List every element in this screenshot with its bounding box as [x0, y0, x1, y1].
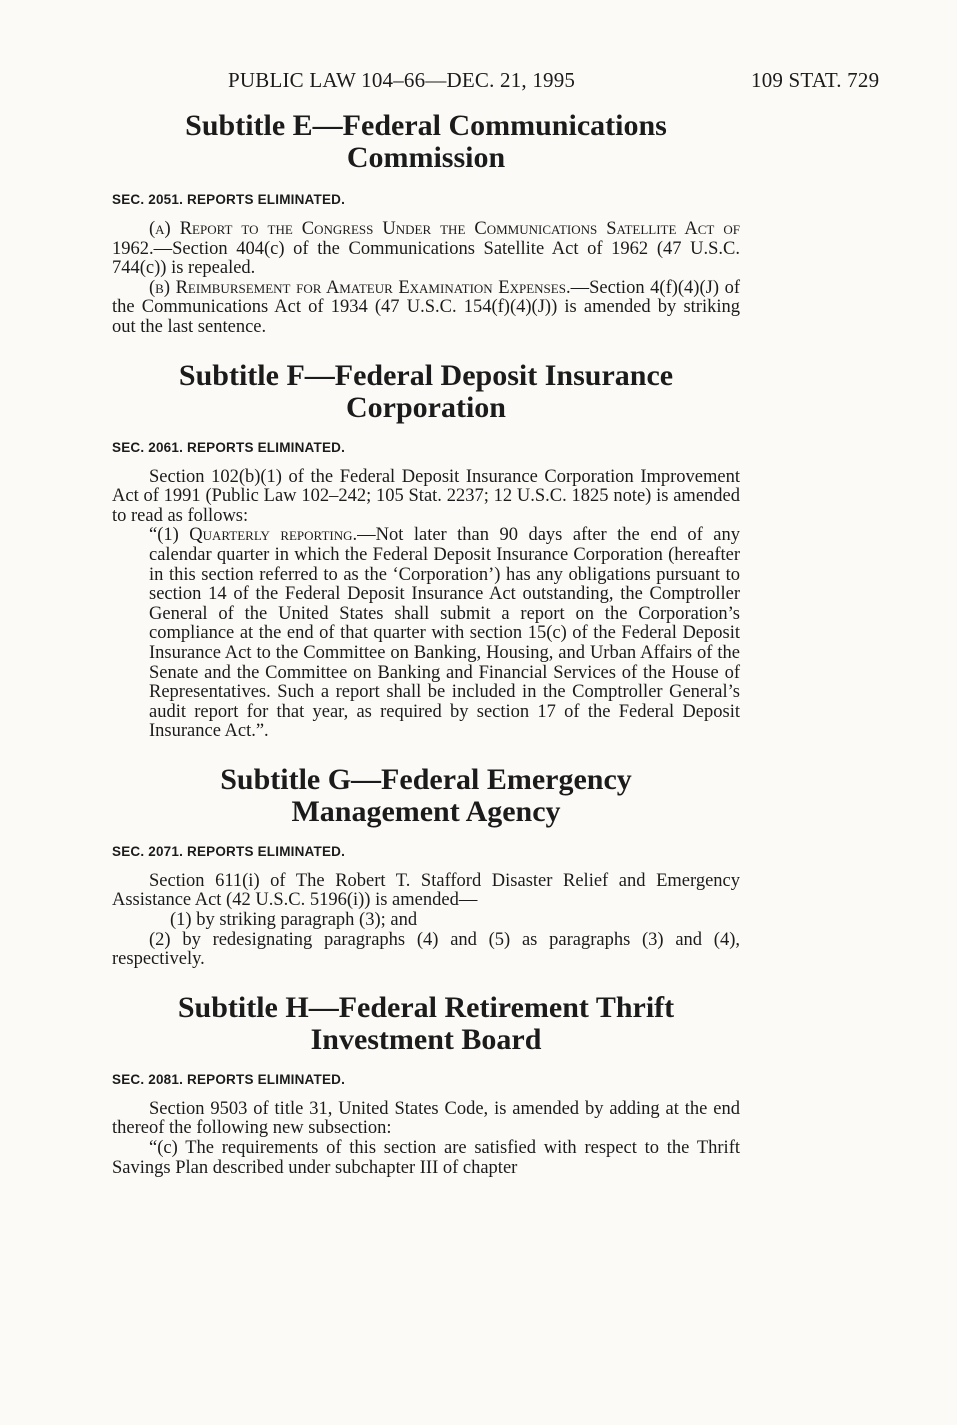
- subtitle-heading: Subtitle E—Federal Communications Commission: [185, 109, 667, 174]
- paragraph-a-text: —Section 404(c) of the Communications Satellite Act of 1962 (47 U.S.C. 744(c)) is repealed.: [112, 238, 740, 279]
- list-item: (1) by striking paragraph (3); and: [170, 910, 418, 931]
- section-intro: Section 9503 of title 31, United States Code, is amended by adding at the end thereof the following new subsection:: [112, 1098, 740, 1139]
- paragraph-a: [112, 220, 740, 279]
- subtitle-f: [112, 360, 740, 742]
- stat-page-number: 109 STAT. 729: [751, 68, 880, 92]
- list-item-text: (2) by redesignating paragraphs (4) and (5) as paragraphs (3) and (4), respectively.: [112, 929, 740, 970]
- quoted-text: —Not later than 90 days after the end of any calendar quarter in which the Federal Deposit Insurance Corporation (hereafter in this section referred to as the ‘Corporation’) has any obligations pursuant to section 14 of the Federal Deposit Insurance Act outstanding, the Comptroller General of the United States shall submit a report on the Corporation’s compliance at the end of that quarter with section 15(c) of the Federal Deposit Insurance Act to the Committee on Banking, Housing, and Urban Affairs of the Senate and the Committee on Banking and Financial Services of the House of Representatives. Such a report shall be included in the Comptroller General’s audit report for that year, as required by section 17 of the Federal Deposit Insurance Act.”.: [149, 525, 740, 742]
- section-heading: SEC. 2051. REPORTS ELIMINATED.: [112, 192, 346, 207]
- quoted-paragraph: “(c) The requirements of this section are satisfied with respect to the Thrift Savings Plan described under subchapter III of chapter: [112, 1138, 740, 1178]
- paragraph-b: [112, 279, 740, 338]
- section-intro: Section 102(b)(1) of the Federal Deposit Insurance Corporation Improvement Act of 1991 (Public Law 102–242; 105 Stat. 2237; 12 U.S.C. 1825 note) is amended to read as follows:: [112, 466, 740, 526]
- subtitle-heading: Subtitle F—Federal Deposit Insurance Corporation: [178, 358, 674, 424]
- document-body: [112, 110, 740, 1178]
- quoted-heading: “(1) Quarterly reporting.: [149, 525, 358, 546]
- quoted-paragraph: [112, 526, 740, 742]
- section-intro: Section 611(i) of The Robert T. Stafford Disaster Relief and Emergency Assistance Act (42 U.S.C. 5196(i)) is amended—: [112, 870, 740, 911]
- subtitle-e: [112, 110, 740, 338]
- law-citation: PUBLIC LAW 104–66—DEC. 21, 1995: [228, 68, 576, 92]
- subtitle-g: [112, 764, 740, 970]
- subtitle-heading: Subtitle G—Federal Emergency Management Agency: [220, 762, 632, 828]
- paragraph-b-text: —Section 4(f)(4)(J) of the Communications Act of 1934 (47 U.S.C. 154(f)(4)(J)) is amended by striking out the last sentence.: [112, 277, 740, 337]
- paragraph-a-heading: (a) Report to the Congress Under the Communications Satellite Act of 1962.: [112, 219, 740, 259]
- paragraph-b-heading: (b) Reimbursement for Amateur Examination Expenses.: [149, 277, 571, 298]
- section-heading: SEC. 2061. REPORTS ELIMINATED.: [112, 439, 346, 455]
- subtitle-h: [112, 992, 740, 1178]
- running-head: [0, 64, 957, 94]
- section-heading: SEC. 2071. REPORTS ELIMINATED.: [112, 843, 346, 859]
- section-heading: SEC. 2081. REPORTS ELIMINATED.: [112, 1071, 346, 1087]
- list-item: [112, 931, 740, 970]
- subtitle-heading: Subtitle H—Federal Retirement Thrift Investment Board: [177, 990, 675, 1056]
